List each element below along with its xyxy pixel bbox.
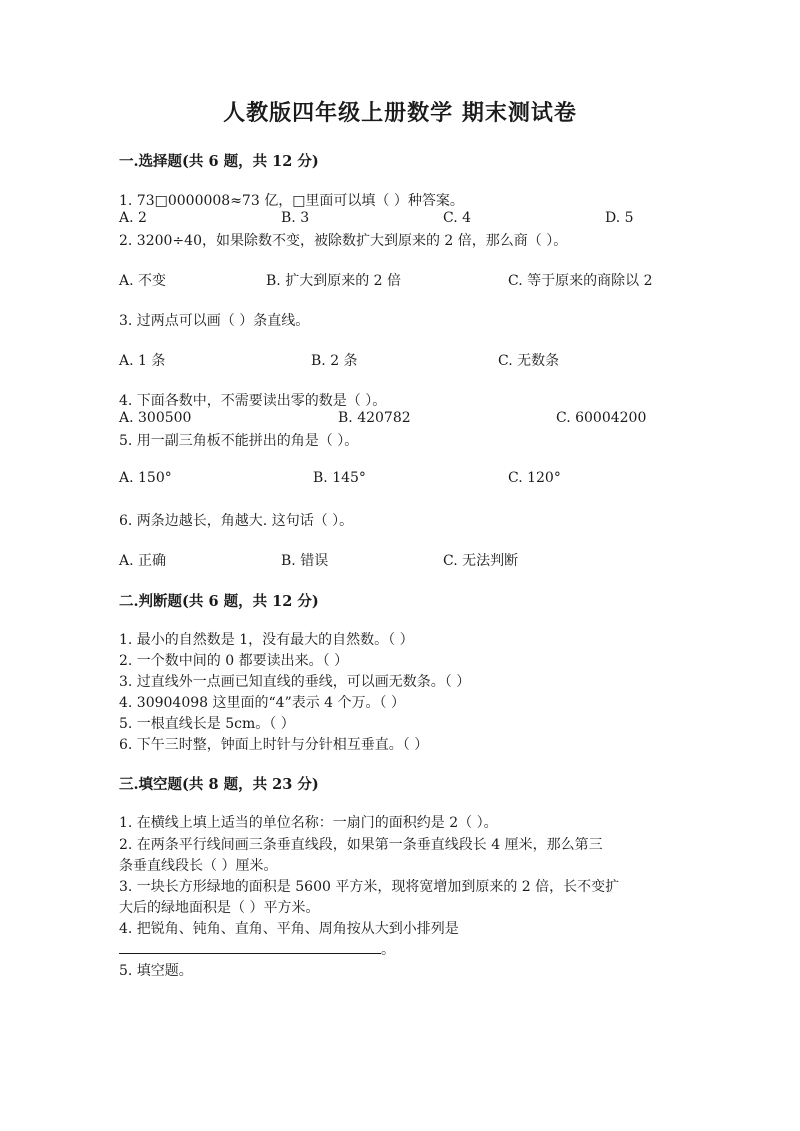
option-b: B. 3: [281, 210, 310, 226]
option-c: C. 120°: [508, 470, 561, 486]
judge-item: 3. 过直线外一点画已知直线的垂线，可以画无数条。（ ）: [119, 674, 471, 690]
question-stem: 2. 3200÷40，如果除数不变，被除数扩大到原来的 2 倍，那么商（ ）。: [119, 233, 568, 249]
judge-item: 1. 最小的自然数是 1，没有最大的自然数。（ ）: [119, 632, 414, 648]
judge-item: 6. 下午三时整，钟面上时针与分针相互垂直。（ ）: [119, 737, 429, 753]
option-b: B. 扩大到原来的 2 倍: [266, 273, 401, 289]
section-heading-fill: 三.填空题(共 8 题，共 23 分): [119, 776, 319, 793]
option-a: A. 正确: [119, 553, 167, 569]
section-heading-judge: 二.判断题(共 6 题，共 12 分): [119, 593, 319, 610]
option-c: C. 等于原来的商除以 2: [508, 273, 653, 289]
judge-item: 4. 30904098 这里面的“4”表示 4 个万。（ ）: [119, 695, 405, 711]
option-a: A. 150°: [119, 470, 172, 486]
section-heading-choice: 一.选择题(共 6 题，共 12 分): [119, 153, 319, 170]
question-stem: 3. 过两点可以画（ ）条直线。: [119, 313, 310, 329]
option-c: C. 4: [443, 210, 472, 226]
fill-item: 5. 填空题。: [119, 963, 193, 979]
question-stem: 6. 两条边越长，角越大. 这句话（ ）。: [119, 513, 354, 529]
fill-item: 4. 把锐角、钝角、直角、平角、周角按从大到小排列是: [119, 921, 459, 937]
question-stem: 5. 用一副三角板不能拼出的角是（ ）。: [119, 433, 359, 449]
option-b: B. 420782: [338, 410, 411, 426]
fill-item-end: 。: [381, 942, 395, 958]
option-a: A. 1 条: [119, 353, 166, 369]
option-b: B. 145°: [313, 470, 366, 486]
question-stem: 1. 73□0000008≈73 亿，□里面可以填（ ）种答案。: [119, 193, 464, 209]
question-stem: 4. 下面各数中，不需要读出零的数是（ ）。: [119, 393, 387, 409]
judge-item: 2. 一个数中间的 0 都要读出来。（ ）: [119, 653, 349, 669]
page-title: 人教版四年级上册数学 期末测试卷: [223, 100, 577, 126]
fill-item: 2. 在两条平行线间画三条垂直线段，如果第一条垂直线段长 4 厘米，那么第三: [119, 837, 603, 853]
judge-item: 5. 一根直线长是 5cm。（ ）: [119, 716, 295, 732]
fill-item: 3. 一块长方形绿地的面积是 5600 平方米，现将宽增加到原来的 2 倍，长不变扩: [119, 879, 620, 895]
option-b: B. 2 条: [311, 353, 358, 369]
fill-item: 1. 在横线上填上适当的单位名称：一扇门的面积约是 2（ ）。: [119, 815, 498, 831]
answer-blank-line: [119, 941, 381, 954]
option-a: A. 300500: [119, 410, 192, 426]
option-c: C. 60004200: [556, 410, 647, 426]
option-c: C. 无法判断: [443, 553, 519, 569]
fill-item-continuation: 条垂直线段长（ ）厘米。: [119, 858, 278, 874]
option-b: B. 错误: [281, 553, 329, 569]
option-d: D. 5: [605, 210, 634, 226]
option-a: A. 不变: [119, 273, 167, 289]
option-c: C. 无数条: [498, 353, 560, 369]
fill-item-answer-line: [119, 939, 395, 959]
option-a: A. 2: [119, 210, 147, 226]
fill-item-continuation: 大后的绿地面积是（ ）平方米。: [119, 900, 320, 916]
